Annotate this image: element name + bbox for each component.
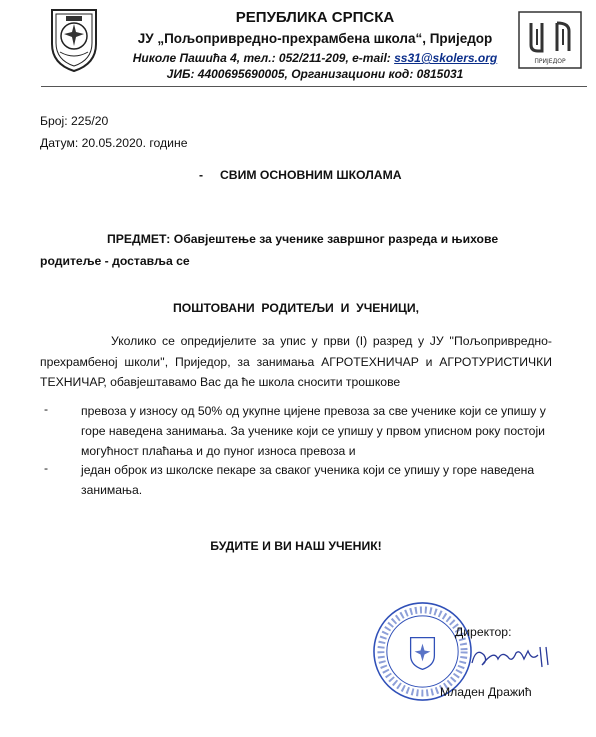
letterhead-address — [110, 51, 520, 65]
school-logo-icon — [517, 11, 583, 69]
letterhead-address-text: Николе Пашића 4, тел.: 052/211-209, e-mail: — [132, 51, 395, 65]
coat-of-arms-icon — [44, 4, 104, 74]
document-date: Датум: 20.05.2020. године — [40, 136, 188, 150]
subject-label: ПРЕДМЕТ: — [107, 232, 171, 246]
letterhead-school-name: ЈУ „Пољопривредно-прехрамбена школа“, Приједор — [137, 31, 493, 46]
letterhead-republic: РЕПУБЛИКА СРПСКА — [235, 9, 395, 26]
intro-paragraph: Уколико се опредијелите за упис у први (I) разред у ЈУ ''Пољопривредно-прехрамбеној школи'', Приједор, за занимања АГРОТЕХНИЧАР и АГРОТУРИСТИЧКИ ТЕХНИЧАР, обавјештавамо Вас да ће школа сносити трошкове — [40, 334, 552, 389]
letterhead-ids: ЈИБ: 4400695690005, Организациони код: 0815031 — [166, 67, 464, 81]
subject-text: Обавјештење за ученике завршног разреда и њихове родитеље - достављa се — [40, 232, 499, 268]
letterhead-divider — [41, 86, 587, 87]
recipient-line: - СВИМ ОСНОВНИМ ШКОЛАМА — [199, 168, 402, 182]
list-item-text: превоза у износу од 50% од укупне цијене превоза за све ученике који се упишу у горе наведена занимања. За ученике који се упишу у првом уписном року постоји могућност плаћања и до пуног износа превоза и — [81, 404, 546, 458]
bullet-dash: - — [44, 461, 49, 475]
subject-line — [40, 228, 540, 272]
logo-city-label: ПРИЈЕДОР — [534, 58, 566, 65]
salutation: ПОШТОВАНИ РОДИТЕЉИ И УЧЕНИЦИ, — [172, 301, 420, 315]
closing-slogan: БУДИТЕ И ВИ НАШ УЧЕНИК! — [210, 539, 382, 553]
list-item-text: један оброк из школске пекаре за сваког ученика који се упишу у горе наведена занимања. — [81, 463, 535, 497]
bullet-dash: - — [44, 402, 49, 416]
email-link[interactable]: ss31@skolers.org — [394, 51, 498, 65]
document-number: Број: 225/20 — [40, 114, 109, 128]
director-title: Директор: — [455, 625, 512, 639]
director-name: Младен Дражић — [440, 685, 532, 699]
handwritten-signature — [468, 641, 554, 671]
